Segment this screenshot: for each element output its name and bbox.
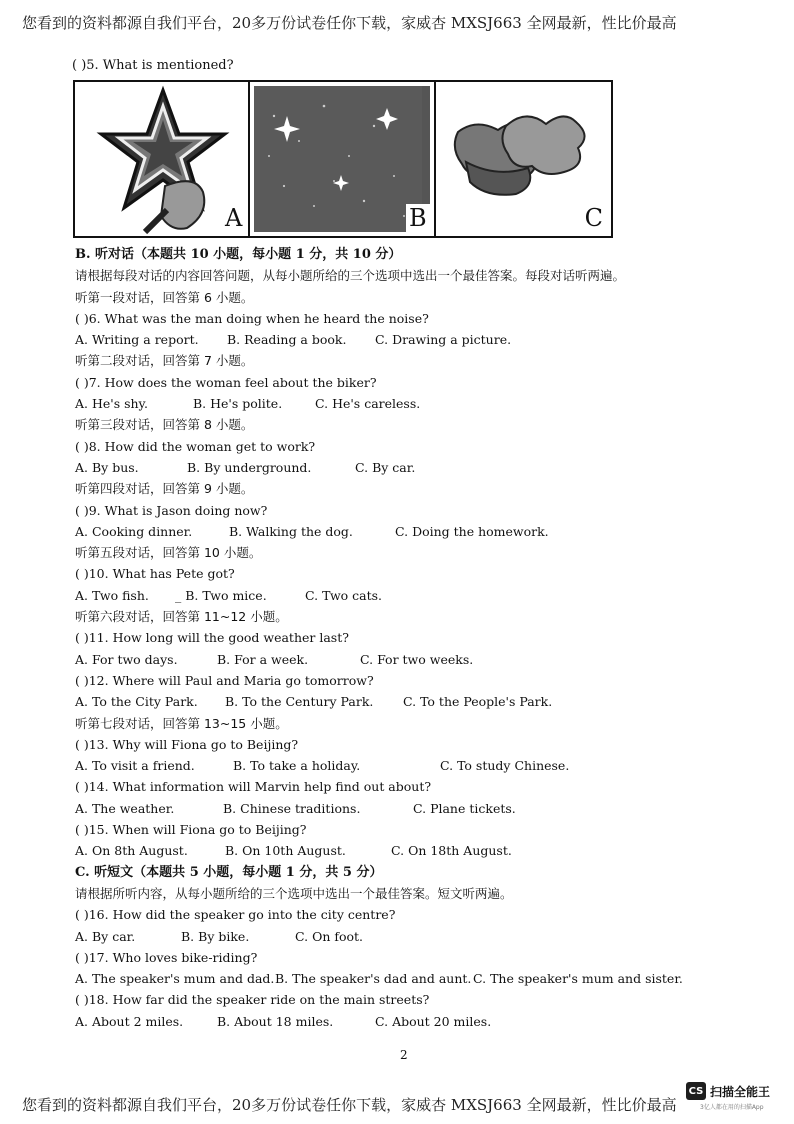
- option-text: A. About 2 miles.: [75, 1013, 184, 1029]
- options-row: [75, 755, 715, 776]
- option-text: A. He's shy.: [75, 396, 148, 412]
- question-5: ( )5. What is mentioned?: [72, 58, 234, 73]
- option-text: C. Drawing a picture.: [375, 332, 512, 348]
- question-text: ( )15. When will Fiona go to Beijing?: [75, 822, 307, 838]
- top-banner: 您看到的资料都源自我们平台，20多万份试卷任你下载，家威杏 MXSJ663 全网最新，性比价最高: [22, 14, 677, 32]
- question-text: ( )12. Where will Paul and Maria go tomorrow?: [75, 672, 374, 688]
- option-text: A. Writing a report.: [75, 332, 199, 348]
- option-text: B. By underground.: [187, 459, 312, 475]
- bottom-banner: 您看到的资料都源自我们平台，20多万份试卷任你下载，家威杏 MXSJ663 全网最新，性比价最高: [22, 1096, 677, 1114]
- scanner-tagline: 3亿人都在用的扫描App: [700, 1104, 764, 1111]
- options-row: [75, 521, 715, 542]
- option-text: A. By bus.: [75, 459, 139, 475]
- option-text: B. About 18 miles.: [217, 1013, 334, 1029]
- option-text: C. By car.: [355, 459, 416, 475]
- option-text: B. Reading a book.: [227, 332, 347, 348]
- option-text: C. For two weeks.: [360, 651, 474, 667]
- question-text: ( )6. What was the man doing when he heard the noise?: [75, 310, 429, 326]
- option-text: A. Two fish.: [75, 587, 149, 603]
- instruction-text: 听第七段对话，回答第 13~15 小题。: [75, 715, 288, 731]
- option-text: B. Chinese traditions.: [223, 800, 361, 816]
- option-text: C. To the People's Park.: [403, 694, 553, 710]
- star-lolly-image: [75, 82, 250, 236]
- instruction-text: 听第三段对话，回答第 8 小题。: [75, 417, 254, 433]
- question-text: ( )18. How far did the speaker ride on the main streets?: [75, 992, 430, 1008]
- option-text: _ B. Two mice.: [175, 587, 267, 603]
- options-row: [75, 691, 715, 712]
- instruction-text: 听第六段对话，回答第 11~12 小题。: [75, 609, 288, 625]
- option-text: B. To the Century Park.: [225, 694, 374, 710]
- option-text: B. For a week.: [217, 651, 309, 667]
- option-text: B. By bike.: [181, 928, 250, 944]
- options-row: [75, 329, 715, 350]
- question-text: ( )16. How did the speaker go into the city centre?: [75, 907, 396, 923]
- options-row: [75, 457, 715, 478]
- option-text: C. Two cats.: [305, 587, 383, 603]
- option-text: C. Plane tickets.: [413, 800, 516, 816]
- option-text: A. Cooking dinner.: [75, 523, 193, 539]
- listening-questions: [75, 244, 715, 1032]
- camscanner-logo-icon: CS: [686, 1082, 706, 1100]
- option-text: C. He's careless.: [315, 396, 421, 412]
- option-text: C. On foot.: [295, 928, 364, 944]
- option-text: B. The speaker's dad and aunt.: [275, 971, 472, 987]
- question-text: ( )11. How long will the good weather last?: [75, 630, 349, 646]
- instruction-text: 请根据所听内容，从每小题所给的三个选项中选出一个最佳答案。短文听两遍。: [75, 885, 513, 901]
- option-b-letter: B: [406, 204, 430, 232]
- option-text: B. Walking the dog.: [229, 523, 353, 539]
- option-text: B. On 10th August.: [225, 843, 346, 859]
- options-row: [75, 1011, 715, 1032]
- option-text: A. The speaker's mum and dad.: [75, 971, 275, 987]
- option-text: A. On 8th August.: [75, 843, 188, 859]
- option-text: A. By car.: [75, 928, 136, 944]
- instruction-text: 听第五段对话，回答第 10 小题。: [75, 545, 262, 561]
- option-text: C. Doing the homework.: [395, 523, 549, 539]
- option-text: A. For two days.: [75, 651, 178, 667]
- instruction-text: 请根据每段对话的内容回答问题，从每小题所给的三个选项中选出一个最佳答案。每段对话听两遍。: [75, 268, 626, 284]
- options-row: [75, 840, 715, 861]
- q5-picture-options: [73, 80, 613, 238]
- scanner-watermark: [686, 1082, 771, 1111]
- instruction-text: 听第二段对话，回答第 7 小题。: [75, 353, 254, 369]
- question-text: ( )8. How did the woman get to work?: [75, 438, 316, 454]
- options-row: [75, 393, 715, 414]
- instruction-text: 听第四段对话，回答第 9 小题。: [75, 481, 254, 497]
- option-text: A. To visit a friend.: [75, 758, 195, 774]
- options-row: [75, 798, 715, 819]
- option-text: C. To study Chinese.: [440, 758, 570, 774]
- options-row: [75, 649, 715, 670]
- page-number: 2: [400, 1048, 408, 1062]
- question-text: ( )10. What has Pete got?: [75, 566, 235, 582]
- option-text: C. On 18th August.: [391, 843, 512, 859]
- section-heading: B. 听对话（本题共 10 小题，每小题 1 分，共 10 分）: [75, 247, 402, 262]
- options-row: [75, 968, 715, 989]
- option-text: B. To take a holiday.: [233, 758, 361, 774]
- star-cookies-image: [434, 82, 611, 236]
- option-text: A. The weather.: [75, 800, 175, 816]
- options-row: [75, 926, 715, 947]
- options-row: [75, 585, 715, 606]
- option-text: C. About 20 miles.: [375, 1013, 492, 1029]
- option-text: C. The speaker's mum and sister.: [473, 971, 683, 987]
- question-text: ( )9. What is Jason doing now?: [75, 502, 268, 518]
- option-a-letter: A: [224, 204, 243, 232]
- question-text: ( )7. How does the woman feel about the biker?: [75, 374, 377, 390]
- scanner-name: 扫描全能王: [710, 1084, 771, 1099]
- option-text: A. To the City Park.: [75, 694, 198, 710]
- question-text: ( )14. What information will Marvin help find out about?: [75, 779, 432, 795]
- option-text: B. He's polite.: [193, 396, 283, 412]
- instruction-text: 听第一段对话，回答第 6 小题。: [75, 289, 254, 305]
- question-text: ( )17. Who loves bike-riding?: [75, 949, 258, 965]
- question-text: ( )13. Why will Fiona go to Beijing?: [75, 736, 299, 752]
- section-heading: C. 听短文（本题共 5 小题，每小题 1 分，共 5 分）: [75, 864, 383, 880]
- option-c-letter: C: [584, 204, 603, 232]
- starry-sky-image: [250, 82, 433, 236]
